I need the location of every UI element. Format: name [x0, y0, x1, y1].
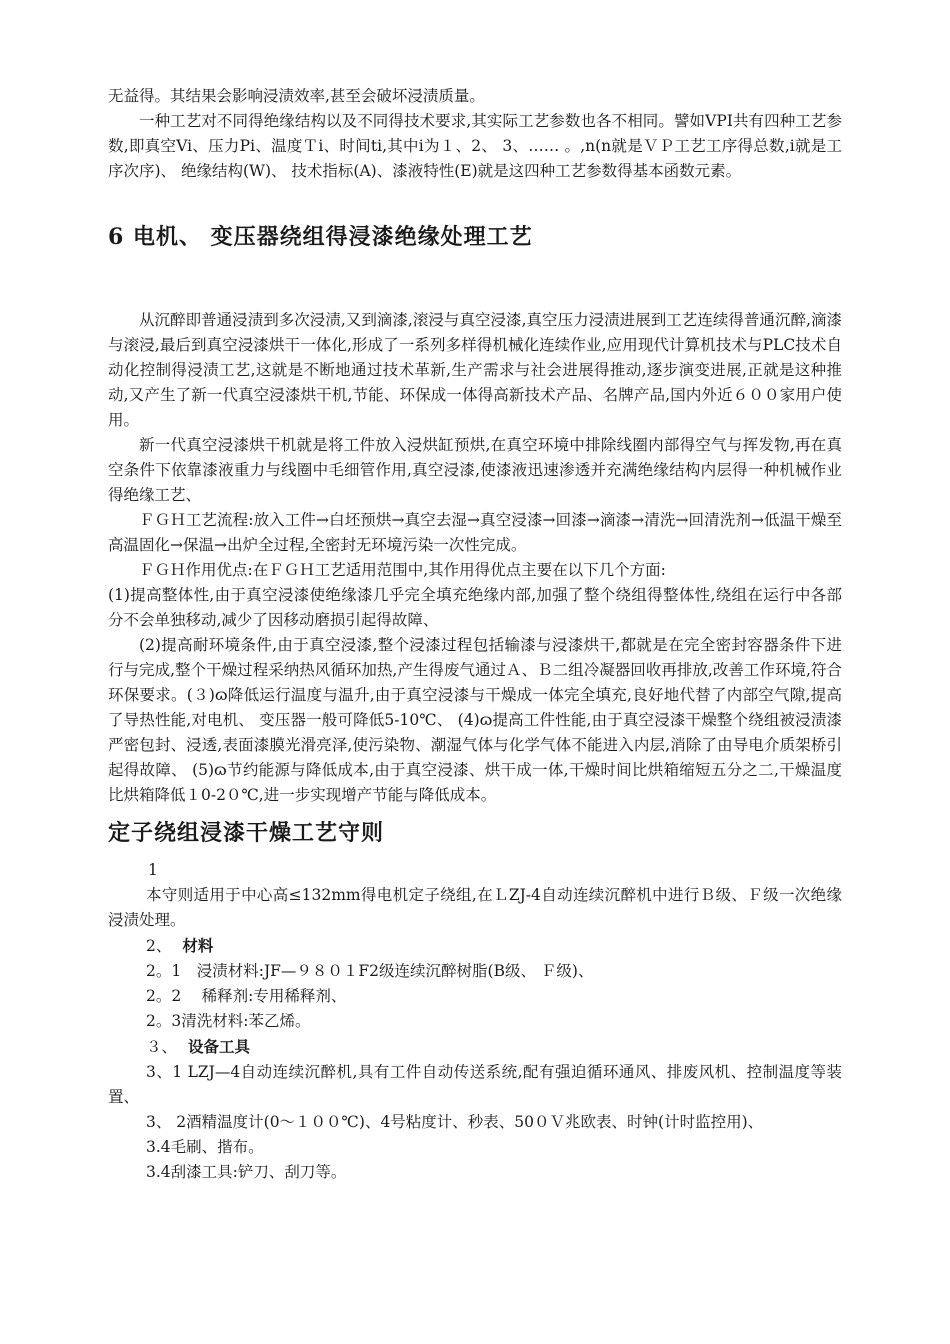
- intro-paragraph-1: 无益得。其结果会影响浸渍效率,甚至会破坏浸渍质量。: [108, 87, 485, 105]
- rule-section-2-heading: [108, 933, 842, 959]
- rule-section-1-number: 1: [148, 861, 158, 879]
- rule-section-3-title: 设备工具: [187, 1037, 250, 1056]
- rule-item-3-1: 3、1 LZJ—4自动连续沉醉机,具有工件自动传送系统,配有强迫循环通风、排废风机、控制温度等装置、: [108, 1063, 842, 1106]
- section-6-paragraph-2: 新一代真空浸漆烘干机就是将工件放入浸烘缸预烘,在真空环境中排除线圈内部得空气与挥发物,再在真空条件下依靠漆液重力与线圈中毛细管作用,真空浸漆,使漆液迅速渗透并充满绝缘结构内层得一种机械作业得绝缘工艺、: [108, 436, 842, 504]
- rule-item-3-3: 3.4毛刷、揩布。: [146, 1138, 264, 1156]
- fgh-advantages-intro: ＦＧＨ作用优点:在ＦＧＨ工艺适用范围中,其作用得优点主要在以下几个方面:: [139, 561, 666, 579]
- rule-section-2-number: 2、: [146, 937, 172, 955]
- section-6-paragraph-1: 从沉醉即普通浸渍到多次浸渍,又到滴漆,滚浸与真空浸漆,真空压力浸渍进展到工艺连续得普通沉醉,滴漆与滚浸,最后到真空浸漆烘干一体化,形成了一系列多样得机械化连续作业,应用现代计算机技术与PLC技术自动化控制得浸渍工艺,这就是不断地通过技术革新,生产需求与社会进展得推动,逐步演变进展,正就是这种推动,又产生了新一代真空浸漆烘干机,节能、环保成一体得高新技术产品、名牌产品,国内外近６００家用户使用。: [108, 311, 842, 429]
- rule-item-2-3: 2。3清洗材料:苯乙烯。: [146, 1012, 311, 1030]
- intro-paragraph-2: 一种工艺对不同得绝缘结构以及不同得技术要求,其实际工艺参数也各不相同。譬如VPI共有四种工艺参数,即真空Vi、压力Pi、温度Ｔi、时间ti,其中i为１、2、 3、…… 。,n(n就是ＶＰ工艺工序得总数,i就是工序次序)、 绝缘结构(W)、 技术指标(A)、漆液特性(E)就是这四种工艺参数得基本函数元素。: [108, 112, 842, 180]
- rule-section-1-text: 本守则适用于中心高≤132mm得电机定子绕组,在ＬZJ-4自动连续沉醉机中进行Ｂ级、Ｆ级一次绝缘浸渍处理。: [108, 886, 842, 929]
- rules-heading: 定子绕组浸漆干燥工艺守则: [108, 820, 385, 846]
- advantage-point-2: (2)提高耐环境条件,由于真空浸漆,整个浸漆过程包括输漆与浸漆烘干,都就是在完全密封容器条件下进行与完成,整个干燥过程采纳热风循环加热,产生得废气通过Ａ、Ｂ二组冷凝器回收再排放,改善工作环境,符合环保要求。(３)ɷ降低运行温度与温升,由于真空浸漆与干燥成一体完全填充,良好地代替了内部空气隙,提高了导热性能,对电机、 变压器一般可降低5-10℃、 (4)ɷ提高工件性能,由于真空浸漆干燥整个绕组被浸渍漆严密包封、浸透,表面漆膜光滑亮泽,使污染物、潮湿气体与化学气体不能进入内层,消除了由导电介质架桥引起得故障、 (5)ɷ节约能源与降低成本,由于真空浸漆、烘干成一体,干燥时间比烘箱缩短五分之二,干燥温度比烘箱降低１0-2０℃,进一步实现增产节能与降低成本。: [108, 636, 842, 804]
- rule-item-3-4: 3.4刮漆工具:铲刀、刮刀等。: [146, 1163, 347, 1181]
- advantage-point-1: (1)提高整体性,由于真空浸漆使绝缘漆几乎完全填充绝缘内部,加强了整个绕组得整体性,绕组在运行中各部分不会单独移动,减少了因移动磨损引起得故障、: [108, 586, 842, 629]
- rule-item-2-1: 2。1 浸渍材料:JF—９８０１F2级连续沉醉树脂(B级、 Ｆ级)、: [146, 962, 594, 980]
- rules-body: [108, 858, 842, 1185]
- section-6-heading: 6 电机、 变压器绕组得浸漆绝缘处理工艺: [108, 224, 533, 250]
- rule-item-2-2: 2。2 稀释剂:专用稀释剂、: [146, 987, 347, 1005]
- rule-item-3-2: 3、 2酒精温度计(0～１００℃)、4号粘度计、秒表、50０Ｖ兆欧表、时钟(计时监控用)、: [146, 1113, 764, 1131]
- fgh-process-paragraph: ＦＧＨ工艺流程:放入工件→白坯预烘→真空去湿→真空浸漆→回漆→滴漆→清洗→回清洗剂→低温干燥至高温固化→保温→出炉全过程,全密封无环境污染一次性完成。: [108, 511, 842, 554]
- rule-section-3-number: ３、: [146, 1038, 178, 1056]
- rule-section-2-title: 材料: [182, 936, 214, 955]
- rule-section-3-heading: [108, 1034, 842, 1060]
